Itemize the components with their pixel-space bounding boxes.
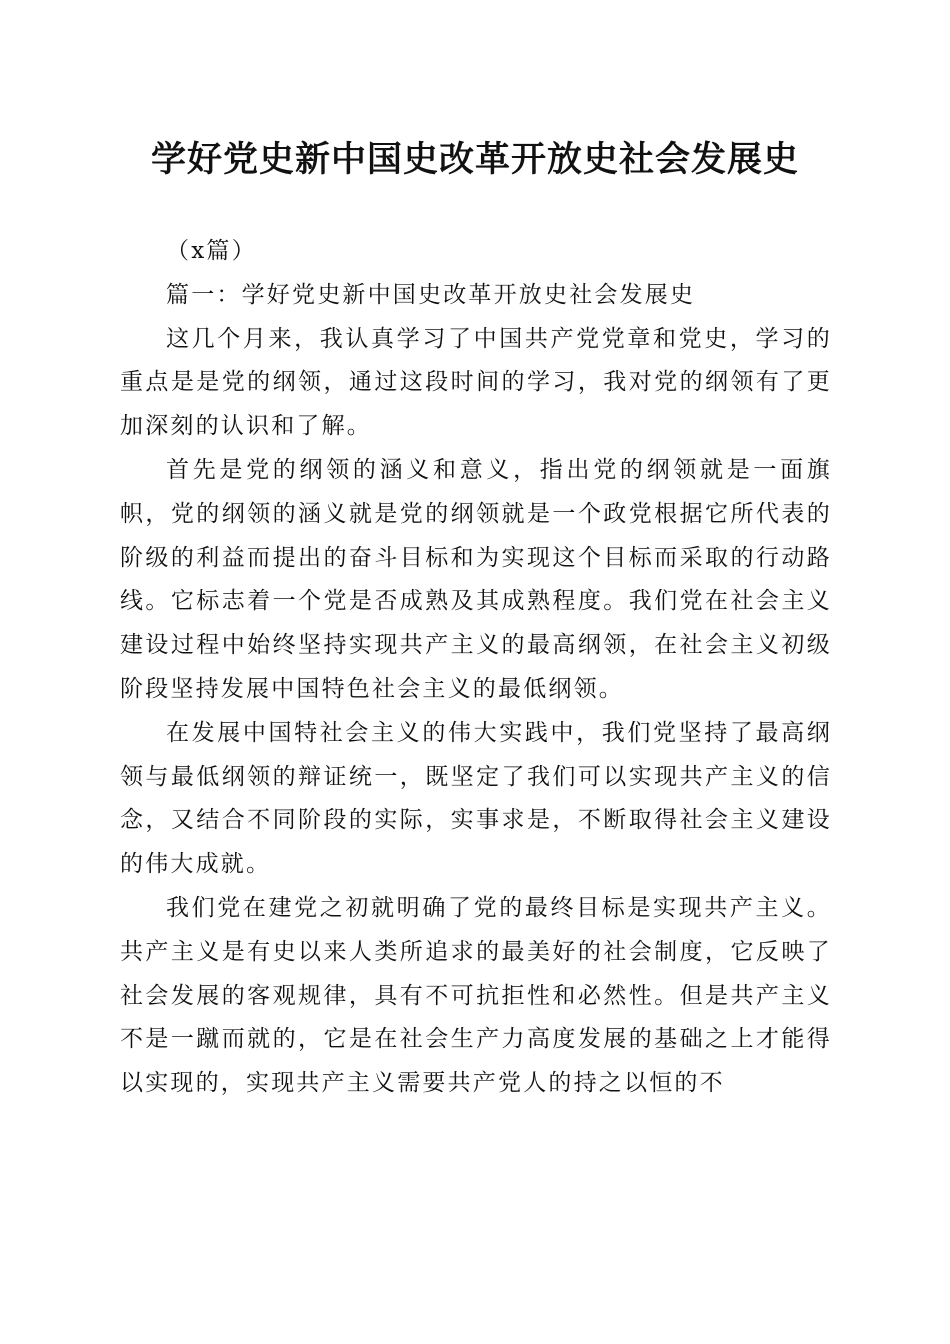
count-note: （x篇）	[166, 238, 257, 264]
paragraph: 这几个月来，我认真学习了中国共产党党章和党史，学习的重点是是党的纲领，通过这段时间的学习，我对党的纲领有了更加深刻的认识和了解。	[120, 325, 832, 440]
paragraph: 首先是党的纲领的涵义和意义，指出党的纲领就是一面旗帜，党的纲领的涵义就是党的纲领就是一个政党根据它所代表的阶级的利益而提出的奋斗目标和为实现这个目标而采取的行动路线。它标志着一个党是否成熟及其成熟程度。我们党在社会主义建设过程中始终坚持实现共产主义的最高纲领，在社会主义初级阶段坚持发展中国特色社会主义的最低纲领。	[120, 456, 832, 702]
section-heading: 篇一：学好党史新中国史改革开放史社会发展史	[166, 281, 696, 308]
document-title: 学好党史新中国史改革开放史社会发展史	[150, 139, 799, 180]
paragraph: 我们党在建党之初就明确了党的最终目标是实现共产主义。共产主义是有史以来人类所追求的最美好的社会制度，它反映了社会发展的客观规律，具有不可抗拒性和必然性。但是共产主义不是一蹴而就的，它是在社会生产力高度发展的基础之上才能得以实现的，实现共产主义需要共产党人的持之以恒的不	[120, 894, 832, 1097]
paragraph: 在发展中国特社会主义的伟大实践中，我们党坚持了最高纲领与最低纲领的辩证统一，既坚定了我们可以实现共产主义的信念，又结合不同阶段的实际，实事求是，不断取得社会主义建设的伟大成就。	[120, 719, 832, 878]
document-body	[120, 230, 832, 1106]
